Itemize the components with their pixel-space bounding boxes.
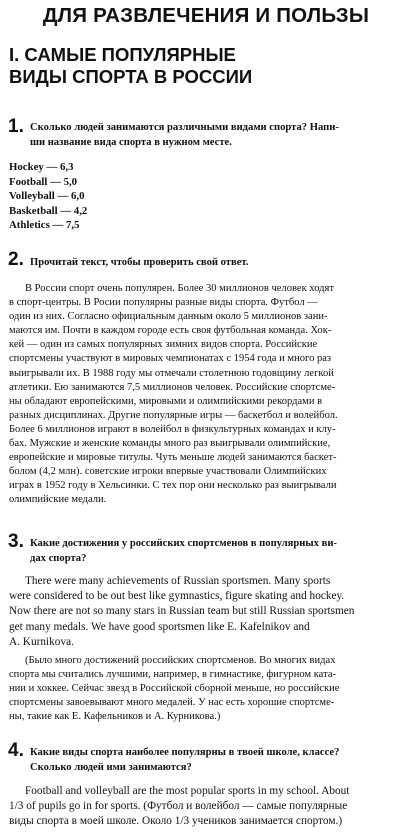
text-line: 1/3 of pupils go in for sports. (Футбол и волейбол — самые популярные (9, 800, 348, 813)
reading-text (9, 282, 401, 508)
text-line: спорта мы считались лучшими, например, в гимнастике, фигурном ката- (9, 669, 337, 681)
list-item: Basketball — 4,2 (9, 204, 88, 217)
question-line: Сколько людей ими занимаются? (30, 761, 192, 773)
text-line: бах. Мужские и женские команды много раз выигрывали олимпийские, (9, 438, 331, 450)
list-item: Football — 5,0 (9, 175, 78, 188)
answer-english (9, 574, 401, 650)
question-number: 3. (8, 531, 24, 552)
chapter-title-line: ВИДЫ СПОРТА В РОССИИ (9, 66, 253, 87)
text-line: Football and volleyball are the most popular sports in my school. About (25, 785, 350, 797)
question-number: 4. (8, 740, 24, 761)
answer-russian (9, 654, 401, 724)
page-header: ДЛЯ РАЗВЛЕЧЕНИЯ И ПОЛЬЗЫ (42, 4, 370, 27)
text-line: один из них. Согласно официальным данным около 5 миллионов зани- (9, 311, 328, 323)
text-line: болом (4,2 млн). советские игроки впервые участвовали Олимпийских (9, 466, 327, 478)
question-number: 2. (8, 249, 24, 270)
text-line: европейские и мировые титулы. Чуть меньше людей занимаются баскет- (9, 452, 337, 464)
text-line: were considered to be out best like gymnastics, figure skating and hockey. (9, 590, 345, 603)
question-line: Какие достижения у российских спортсменов в популярных ви- (30, 538, 337, 549)
text-line: атлетики. Ею занимаются 7,5 миллионов человек. Российские спортсме- (9, 381, 336, 393)
text-line: виды спорта в моей школе. Около 1/3 учеников занимается спортом.) (9, 815, 343, 828)
question-2-text: Прочитай текст, чтобы проверить свой ответ. (30, 257, 249, 268)
text-line: Now there are not so many stars in Russian team but still Russian sportsmen (9, 605, 355, 618)
text-line: There were many achievements of Russian sportsmen. Many sports (25, 575, 331, 587)
chapter-title (9, 44, 399, 88)
text-line: ны, такие как Е. Кафельников и А. Курникова.) (9, 711, 221, 723)
text-line: В России спорт очень популярен. Более 30 миллионов человек ходят (25, 283, 334, 294)
text-line: выигрывали их. В 1988 году мы отмечали столетнюю годовщину легкой (9, 367, 334, 379)
text-line: Более 6 миллионов играют в волейбол в физкультурных командах и клу- (9, 423, 336, 435)
text-line: спортсмены участвуют в мировых чемпионатах с 1954 года и много раз (9, 353, 332, 365)
question-1-text (30, 121, 402, 150)
text-line: (Было много достижений российских спортсменов. Во многих видах (25, 655, 336, 666)
text-line: get many medals. We have good sportsmen like E. Kafelnikov and (9, 620, 310, 633)
text-line: нии и хоккее. Сейчас звезд в Российской сборной меньше, но российские (9, 683, 340, 695)
text-line: спортсмены завоевывают много медалей. У нас есть хорошие спортсме- (9, 697, 335, 709)
text-line: олимпийские медали. (9, 494, 107, 506)
question-number: 1. (8, 116, 24, 137)
question-line: Какие виды спорта наиболее популярны в твоей школе, классе? (30, 747, 340, 758)
watermark: ​ (80, 380, 159, 422)
question-4-text (30, 746, 402, 775)
text-line: разных дисциплинах. Другие популярные игры — баскетбол и волейбол. (9, 409, 338, 421)
chapter-title-line: I. САМЫЕ ПОПУЛЯРНЫЕ (9, 44, 236, 65)
text-line: в спорт-центры. В Росии популярны разные виды спорта. Футбол — (9, 297, 318, 309)
text-line: A. Kurnikova. (9, 635, 74, 648)
list-item: Athletics — 7,5 (9, 219, 80, 232)
question-3-text (30, 537, 402, 566)
question-line: дах спорта? (30, 552, 87, 564)
question-line: Сколько людей занимаются различными видами спорта? Напи- (30, 122, 339, 133)
answer-4 (9, 784, 401, 830)
list-item: Hockey — 6,3 (9, 161, 74, 173)
sports-list (9, 160, 87, 233)
text-line: играх в 1952 году в Хельсинки. С тех пор они несколько раз выигрывали (9, 480, 337, 492)
text-line: маются им. Почти в каждом городе есть своя футбольная команда. Хок- (9, 325, 332, 337)
text-line: кей — один из самых популярных зимних видов спорта. Российские (9, 339, 318, 351)
question-line: ши название вида спорта в нужном месте. (30, 136, 232, 148)
list-item: Volleyball — 6,0 (9, 190, 85, 203)
text-line: ны обладают европейскими, мировыми и олимпийскими рекордами в (9, 395, 323, 407)
